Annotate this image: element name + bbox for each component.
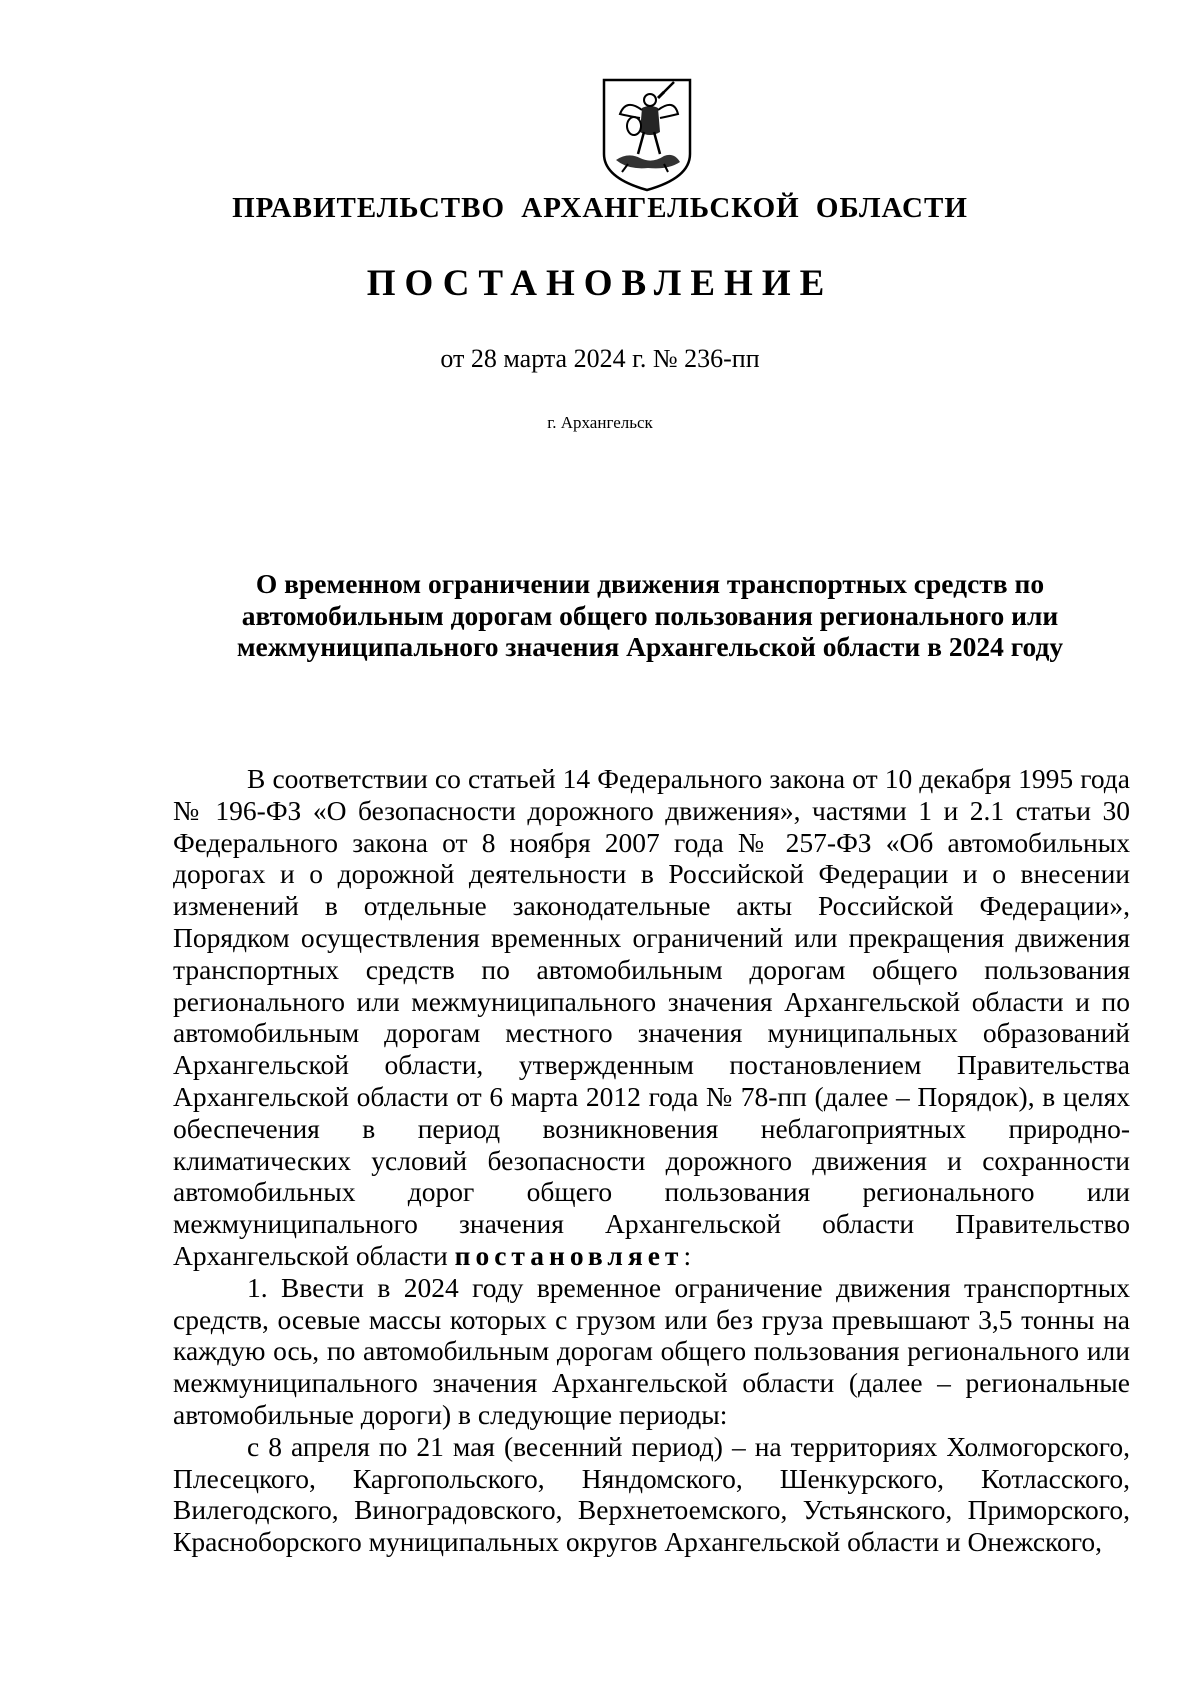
decree-colon: : <box>683 1239 692 1271</box>
period-1-paragraph: с 8 апреля по 21 мая (весенний период) – на территориях Холмогорского, Плесецкого, Каргопольского, Няндомского, Шенкурского, Котласского, Вилегодского, Виноградовского, Верхнетоемского, Устьянского, Приморского, Красноборского муниципальных округов Архангельской области и Онежского, <box>173 1430 1130 1558</box>
coat-of-arms-icon <box>598 74 696 194</box>
decree-word: постановляет <box>454 1239 684 1271</box>
item-1-paragraph: 1. Ввести в 2024 году временное ограничение движения транспортных средств, осевые массы которых с грузом или без груза превышают 3,5 тонны на каждую ось, по автомобильным дорогам общего пользования регионального или межмуниципального значения Архангельской области (далее – региональные автомобильные дороги) в следующие периоды: <box>173 1271 1130 1430</box>
document-date-number: от 28 марта 2024 г. № 236-пп <box>440 344 760 373</box>
document-city: г. Архангельск <box>547 413 653 432</box>
document-type: ПОСТАНОВЛЕНИЕ <box>366 263 834 304</box>
document-subject: О временном ограничении движения транспортных средств по автомобильным дорогам общего пользования регионального или межмуниципального значения Архангельской области в 2024 году <box>236 568 1064 662</box>
document-body <box>173 763 1130 1558</box>
organization-name: ПРАВИТЕЛЬСТВО АРХАНГЕЛЬСКОЙ ОБЛАСТИ <box>232 192 968 224</box>
preamble-paragraph <box>173 763 1130 1272</box>
preamble-text: В соответствии со статьей 14 Федерального закона от 10 декабря 1995 года № 196-ФЗ «О безопасности дорожного движения», частями 1 и 2.1 статьи 30 Федерального закона от 8 ноября 2007 года № 257-ФЗ «Об автомобильных дорогах и о дорожной деятельности в Российской Федерации и о внесении изменений в отдельные законодательные акты Российской Федерации», Порядком осуществления временных ограничений или прекращения движения транспортных средств по автомобильным дорогам общего пользования регионального или межмуниципального значения Архангельской области и по автомобильным дорогам местного значения муниципальных образований Архангельской области, утвержденным постановлением Правительства Архангельской области от 6 марта 2012 года № 78-пп (далее – Порядок), в целях обеспечения в период возникновения неблагоприятных природно-климатических условий безопасности дорожного движения и сохранности автомобильных дорог общего пользования регионального или межмуниципального значения Архангельской области Правительство Архангельской области <box>173 763 1130 1271</box>
